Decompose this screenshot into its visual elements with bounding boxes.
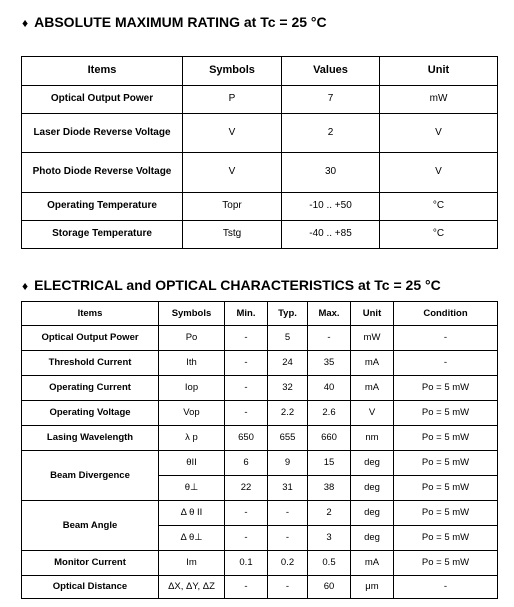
symbol-cell: Po bbox=[159, 326, 225, 351]
header-cell: Min. bbox=[225, 302, 268, 326]
item-cell: Optical Output Power bbox=[22, 86, 183, 114]
max-cell: 2 bbox=[308, 501, 351, 526]
min-cell: - bbox=[225, 576, 268, 599]
symbol-cell: Δ θ⊥ bbox=[159, 526, 225, 551]
min-cell: 650 bbox=[225, 426, 268, 451]
absolute-max-rating-table bbox=[21, 56, 498, 249]
condition-cell: Po = 5 mW bbox=[394, 526, 498, 551]
header-cell: Symbols bbox=[183, 57, 282, 86]
min-cell: - bbox=[225, 351, 268, 376]
unit-cell: deg bbox=[351, 526, 394, 551]
item-cell: Optical Distance bbox=[22, 576, 159, 599]
header-cell: Condition bbox=[394, 302, 498, 326]
unit-cell: mW bbox=[351, 326, 394, 351]
header-cell: Items bbox=[22, 302, 159, 326]
value-cell: 30 bbox=[282, 153, 380, 193]
symbol-cell: V bbox=[183, 153, 282, 193]
max-cell: 2.6 bbox=[308, 401, 351, 426]
value-cell: -10 .. +50 bbox=[282, 193, 380, 221]
item-cell: Storage Temperature bbox=[22, 221, 183, 249]
unit-cell: °C bbox=[380, 193, 498, 221]
unit-cell: deg bbox=[351, 476, 394, 501]
header-cell: Unit bbox=[351, 302, 394, 326]
min-cell: - bbox=[225, 376, 268, 401]
table-row bbox=[22, 376, 498, 401]
table-row bbox=[22, 551, 498, 576]
unit-cell: mA bbox=[351, 376, 394, 401]
heading-text: ABSOLUTE MAXIMUM RATING at Tc = 25 °C bbox=[34, 14, 327, 30]
header-cell: Values bbox=[282, 57, 380, 86]
typ-cell: 655 bbox=[268, 426, 308, 451]
value-cell: -40 .. +85 bbox=[282, 221, 380, 249]
unit-cell: nm bbox=[351, 426, 394, 451]
item-cell: Operating Current bbox=[22, 376, 159, 401]
typ-cell: - bbox=[268, 526, 308, 551]
min-cell: - bbox=[225, 326, 268, 351]
condition-cell: Po = 5 mW bbox=[394, 501, 498, 526]
min-cell: - bbox=[225, 401, 268, 426]
min-cell: 0.1 bbox=[225, 551, 268, 576]
unit-cell: mA bbox=[351, 551, 394, 576]
item-cell: Operating Voltage bbox=[22, 401, 159, 426]
symbol-cell: P bbox=[183, 86, 282, 114]
condition-cell: Po = 5 mW bbox=[394, 426, 498, 451]
unit-cell: V bbox=[380, 153, 498, 193]
value-cell: 2 bbox=[282, 114, 380, 153]
max-cell: 15 bbox=[308, 451, 351, 476]
unit-cell: mW bbox=[380, 86, 498, 114]
item-cell: Beam Angle bbox=[22, 501, 159, 551]
symbol-cell: Tstg bbox=[183, 221, 282, 249]
condition-cell: - bbox=[394, 576, 498, 599]
typ-cell: 24 bbox=[268, 351, 308, 376]
symbol-cell: Vop bbox=[159, 401, 225, 426]
min-cell: - bbox=[225, 501, 268, 526]
table-row bbox=[22, 326, 498, 351]
table-row bbox=[22, 426, 498, 451]
symbol-cell: V bbox=[183, 114, 282, 153]
condition-cell: - bbox=[394, 326, 498, 351]
symbol-cell: Iop bbox=[159, 376, 225, 401]
typ-cell: - bbox=[268, 501, 308, 526]
item-cell: Threshold Current bbox=[22, 351, 159, 376]
header-cell: Symbols bbox=[159, 302, 225, 326]
symbol-cell: Topr bbox=[183, 193, 282, 221]
value-cell: 7 bbox=[282, 86, 380, 114]
header-cell: Unit bbox=[380, 57, 498, 86]
heading-text: ELECTRICAL and OPTICAL CHARACTERISTICS at Tc = 25 °C bbox=[34, 277, 441, 293]
max-cell: 660 bbox=[308, 426, 351, 451]
symbol-cell: θ⊥ bbox=[159, 476, 225, 501]
max-cell: - bbox=[308, 326, 351, 351]
electrical-optical-heading bbox=[22, 277, 441, 293]
table-row bbox=[22, 114, 498, 153]
unit-cell: °C bbox=[380, 221, 498, 249]
unit-cell: V bbox=[351, 401, 394, 426]
unit-cell: mA bbox=[351, 351, 394, 376]
diamond-bullet-icon: ♦ bbox=[22, 16, 29, 30]
symbol-cell: λ p bbox=[159, 426, 225, 451]
condition-cell: Po = 5 mW bbox=[394, 476, 498, 501]
header-cell: Items bbox=[22, 57, 183, 86]
typ-cell: - bbox=[268, 576, 308, 599]
item-cell: Beam Divergence bbox=[22, 451, 159, 501]
item-cell: Optical Output Power bbox=[22, 326, 159, 351]
table-row bbox=[22, 193, 498, 221]
table-row bbox=[22, 501, 498, 526]
max-cell: 35 bbox=[308, 351, 351, 376]
table-row bbox=[22, 153, 498, 193]
table-header-row bbox=[22, 302, 498, 326]
header-cell: Typ. bbox=[268, 302, 308, 326]
symbol-cell: ΔX, ΔY, ΔZ bbox=[159, 576, 225, 599]
item-cell: Lasing Wavelength bbox=[22, 426, 159, 451]
condition-cell: Po = 5 mW bbox=[394, 551, 498, 576]
typ-cell: 5 bbox=[268, 326, 308, 351]
table-row bbox=[22, 576, 498, 599]
header-cell: Max. bbox=[308, 302, 351, 326]
typ-cell: 31 bbox=[268, 476, 308, 501]
item-cell: Laser Diode Reverse Voltage bbox=[22, 114, 183, 153]
max-cell: 3 bbox=[308, 526, 351, 551]
typ-cell: 32 bbox=[268, 376, 308, 401]
max-cell: 60 bbox=[308, 576, 351, 599]
condition-cell: Po = 5 mW bbox=[394, 376, 498, 401]
electrical-optical-table bbox=[21, 301, 498, 599]
table-header-row bbox=[22, 57, 498, 86]
table-row bbox=[22, 451, 498, 476]
item-cell: Operating Temperature bbox=[22, 193, 183, 221]
unit-cell: μm bbox=[351, 576, 394, 599]
table-row bbox=[22, 401, 498, 426]
condition-cell: Po = 5 mW bbox=[394, 451, 498, 476]
max-cell: 0.5 bbox=[308, 551, 351, 576]
min-cell: 6 bbox=[225, 451, 268, 476]
unit-cell: deg bbox=[351, 501, 394, 526]
max-cell: 38 bbox=[308, 476, 351, 501]
symbol-cell: θII bbox=[159, 451, 225, 476]
symbol-cell: Ith bbox=[159, 351, 225, 376]
unit-cell: deg bbox=[351, 451, 394, 476]
condition-cell: - bbox=[394, 351, 498, 376]
typ-cell: 2.2 bbox=[268, 401, 308, 426]
condition-cell: Po = 5 mW bbox=[394, 401, 498, 426]
min-cell: - bbox=[225, 526, 268, 551]
typ-cell: 9 bbox=[268, 451, 308, 476]
table-row bbox=[22, 351, 498, 376]
max-cell: 40 bbox=[308, 376, 351, 401]
absolute-max-rating-heading bbox=[22, 14, 327, 30]
table-row bbox=[22, 86, 498, 114]
symbol-cell: Im bbox=[159, 551, 225, 576]
min-cell: 22 bbox=[225, 476, 268, 501]
item-cell: Monitor Current bbox=[22, 551, 159, 576]
symbol-cell: Δ θ II bbox=[159, 501, 225, 526]
item-cell: Photo Diode Reverse Voltage bbox=[22, 153, 183, 193]
table-row bbox=[22, 221, 498, 249]
diamond-bullet-icon: ♦ bbox=[22, 279, 29, 293]
unit-cell: V bbox=[380, 114, 498, 153]
typ-cell: 0.2 bbox=[268, 551, 308, 576]
